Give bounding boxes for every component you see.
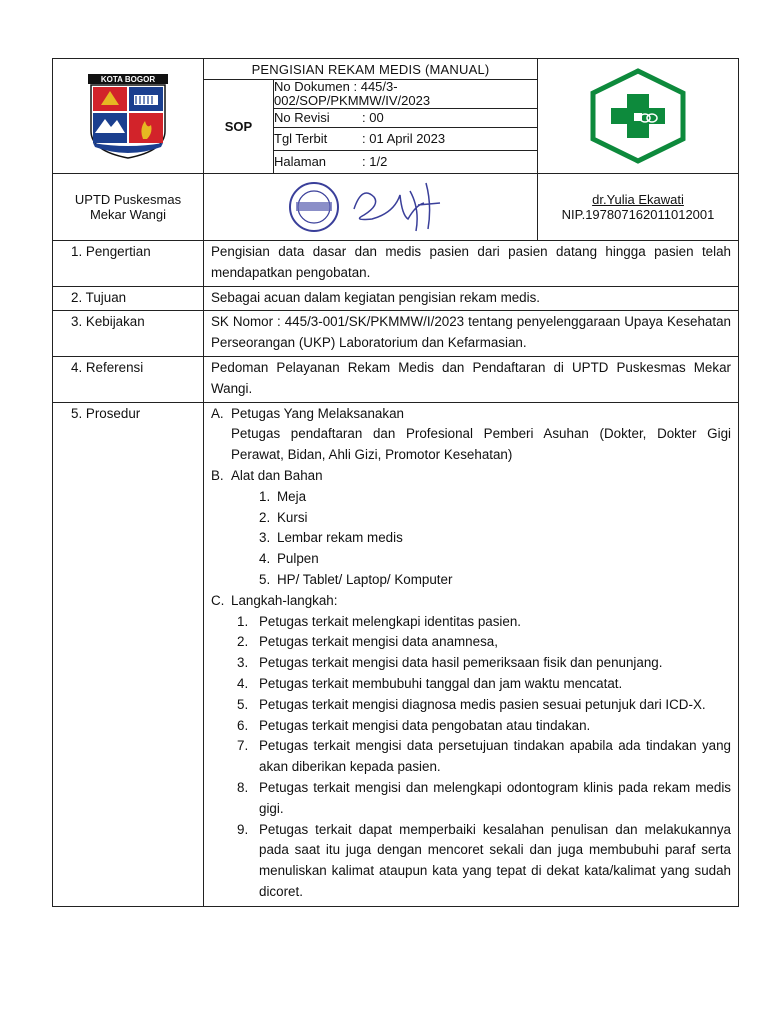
- meta-no-dokumen: [274, 80, 538, 109]
- section-label: 1. Pengertian: [53, 241, 204, 287]
- signer-name: dr.Yulia Ekawati: [592, 192, 684, 207]
- list-item: 1. Meja: [259, 488, 307, 504]
- section-text: Sebagai acuan dalam kegiatan pengisian rekam medis.: [204, 286, 739, 311]
- sop-document: [52, 58, 738, 907]
- langkah-list: [211, 612, 731, 903]
- kota-bogor-emblem-icon: [87, 73, 169, 159]
- subsection-title: Langkah-langkah:: [231, 592, 338, 608]
- prosedur-content: [204, 402, 739, 906]
- puskesmas-logo-cell: [538, 59, 739, 174]
- signer-cell: [538, 174, 739, 241]
- org-line-1: UPTD Puskesmas: [74, 192, 182, 207]
- subsection-c: [211, 591, 731, 612]
- section-tujuan: [53, 286, 739, 311]
- meta-key: No Dokumen: [274, 79, 350, 94]
- section-pengertian: [53, 241, 739, 287]
- puskesmas-logo-icon: [587, 68, 689, 164]
- section-text: SK Nomor : 445/3-001/SK/PKMMW/I/2023 tentang penyelenggaraan Upaya Kesehatan Perseorangan (UKP) Laboratorium dan Kefarmasian.: [204, 311, 739, 357]
- meta-value: : 445/3-002/SOP/PKMMW/IV/2023: [274, 79, 431, 108]
- section-text: Pedoman Pelayanan Rekam Medis dan Pendaftaran di UPTD Puskesmas Mekar Wangi.: [204, 356, 739, 402]
- subsection-a-text: Petugas pendaftaran dan Profesional Pemberi Asuhan (Dokter, Dokter Gigi Perawat, Bidan, Ahli Gizi, Promotor Kesehatan): [231, 426, 731, 463]
- stamp-signature-cell: [204, 174, 538, 241]
- subsection-title: Petugas Yang Melaksanakan: [231, 405, 404, 421]
- list-item: 3. Petugas terkait mengisi data hasil pemeriksaan fisik dan penunjang.: [237, 655, 663, 671]
- list-item: 2. Petugas terkait mengisi data anamnesa,: [237, 634, 498, 650]
- list-item: 9. Petugas terkait dapat memperbaiki kesalahan penulisan dan melakukannya pada saat itu juga dengan mencoret sekali dan juga membubuhi paraf serta menuliskan kalimat ataupun kata yang tepat di dekat kata/kalimat yang sudah dicoret.: [237, 821, 731, 899]
- meta-tgl-terbit: [274, 128, 538, 151]
- stamp-signature-icon: [204, 175, 538, 239]
- section-label: 2. Tujuan: [53, 286, 204, 311]
- meta-value: : 01 April 2023: [362, 131, 446, 146]
- subsection-marker: A.: [211, 405, 224, 421]
- meta-key: Halaman: [274, 154, 327, 169]
- list-item: 6. Petugas terkait mengisi data pengobatan atau tindakan.: [237, 717, 591, 733]
- org-line-2: Mekar Wangi: [89, 207, 167, 222]
- list-item: 1. Petugas terkait melengkapi identitas pasien.: [237, 613, 522, 629]
- section-prosedur: [53, 402, 739, 906]
- subsection-title: Alat dan Bahan: [231, 467, 323, 483]
- section-kebijakan: [53, 311, 739, 357]
- list-item: 5. Petugas terkait mengisi diagnosa medis pasien sesuai petunjuk dari ICD-X.: [237, 696, 706, 712]
- list-item: 2. Kursi: [259, 509, 308, 525]
- subsection-marker: B.: [211, 467, 224, 483]
- sop-header-table: [52, 58, 739, 241]
- list-item: 3. Lembar rekam medis: [259, 530, 403, 546]
- list-item: 7. Petugas terkait mengisi data persetujuan tindakan apabila ada tindakan yang akan diberikan kepada pasien.: [237, 738, 731, 775]
- section-label: 3. Kebijakan: [53, 311, 204, 357]
- sop-body-table: [52, 240, 739, 907]
- organization-cell: [53, 174, 204, 241]
- list-item: 4. Pulpen: [259, 551, 319, 567]
- meta-no-revisi: [274, 109, 538, 128]
- signer-nip: NIP.197807162011012001: [561, 207, 715, 222]
- section-text: Pengisian data dasar dan medis pasien dari pasien datang hingga pasien telah mendapatkan pengobatan.: [204, 241, 739, 287]
- meta-value: : 00: [362, 110, 384, 125]
- meta-halaman: [274, 151, 538, 174]
- logo-text: KOTA BOGOR: [100, 75, 156, 84]
- meta-key: Tgl Terbit: [274, 131, 328, 146]
- document-title: PENGISIAN REKAM MEDIS (MANUAL): [204, 59, 538, 80]
- list-item: 8. Petugas terkait mengisi dan melengkapi odontogram klinis pada rekam medis gigi.: [237, 779, 731, 816]
- section-referensi: [53, 356, 739, 402]
- meta-value: : 1/2: [362, 154, 388, 169]
- section-label: 4. Referensi: [53, 356, 204, 402]
- subsection-a: [211, 404, 731, 425]
- list-item: 5. HP/ Tablet/ Laptop/ Komputer: [259, 571, 453, 587]
- kota-bogor-logo-cell: [53, 59, 204, 174]
- subsection-marker: C.: [211, 592, 225, 608]
- sop-label: SOP: [204, 80, 274, 174]
- list-item: 4. Petugas terkait membubuhi tanggal dan jam waktu mencatat.: [237, 675, 623, 691]
- meta-key: No Revisi: [274, 110, 330, 125]
- alat-bahan-list: [211, 487, 731, 591]
- subsection-b: [211, 466, 731, 487]
- section-label: 5. Prosedur: [53, 402, 204, 906]
